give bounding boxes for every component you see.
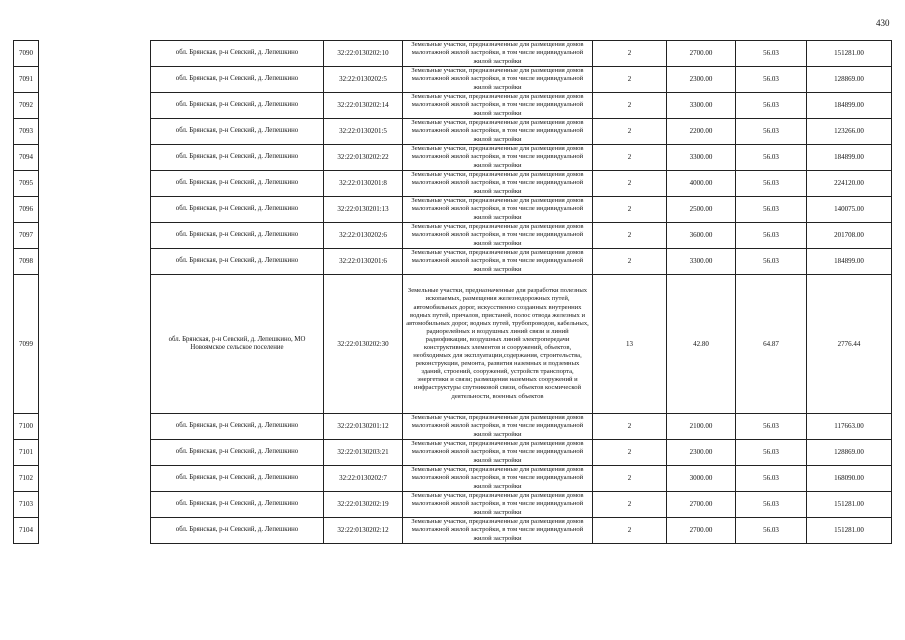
rate-cell: 56.03 bbox=[736, 197, 807, 223]
row-number: 7102 bbox=[14, 466, 39, 492]
group-cell: 2 bbox=[593, 414, 667, 440]
cadastral-number-cell: 32:22:0130201:5 bbox=[324, 119, 403, 145]
cadastral-value-cell: 123266.00 bbox=[807, 119, 892, 145]
table-body bbox=[14, 41, 892, 544]
land-use-cell: Земельные участки, предназначенные для размещения домов малоэтажной жилой застройки, в том числе индивидуальной жилой застройки bbox=[403, 518, 593, 544]
group-cell: 2 bbox=[593, 223, 667, 249]
row-number: 7104 bbox=[14, 518, 39, 544]
area-cell: 3000.00 bbox=[667, 466, 736, 492]
row-number: 7098 bbox=[14, 249, 39, 275]
group-cell: 2 bbox=[593, 145, 667, 171]
land-use-cell: Земельные участки, предназначенные для размещения домов малоэтажной жилой застройки, в том числе индивидуальной жилой застройки bbox=[403, 145, 593, 171]
group-cell: 2 bbox=[593, 249, 667, 275]
cadastral-value-cell: 184899.00 bbox=[807, 145, 892, 171]
table-row bbox=[14, 466, 892, 492]
group-cell: 2 bbox=[593, 466, 667, 492]
rate-cell: 56.03 bbox=[736, 41, 807, 67]
row-number: 7101 bbox=[14, 440, 39, 466]
group-cell: 2 bbox=[593, 518, 667, 544]
cadastral-number-cell: 32:22:0130201:8 bbox=[324, 171, 403, 197]
land-use-cell: Земельные участки, предназначенные для размещения домов малоэтажной жилой застройки, в том числе индивидуальной жилой застройки bbox=[403, 41, 593, 67]
rate-cell: 56.03 bbox=[736, 518, 807, 544]
cadastral-value-cell: 168090.00 bbox=[807, 466, 892, 492]
table-row bbox=[14, 249, 892, 275]
rate-cell: 56.03 bbox=[736, 119, 807, 145]
row-spacer bbox=[39, 41, 151, 67]
cadastral-number-cell: 32:22:0130201:13 bbox=[324, 197, 403, 223]
row-number: 7095 bbox=[14, 171, 39, 197]
row-spacer bbox=[39, 145, 151, 171]
address-cell: обл. Брянская, р-н Севский, д. Лепешкино bbox=[151, 119, 324, 145]
area-cell: 3300.00 bbox=[667, 145, 736, 171]
land-use-cell: Земельные участки, предназначенные для размещения домов малоэтажной жилой застройки, в том числе индивидуальной жилой застройки bbox=[403, 249, 593, 275]
address-cell: обл. Брянская, р-н Севский, д. Лепешкино bbox=[151, 440, 324, 466]
table-row bbox=[14, 492, 892, 518]
group-cell: 2 bbox=[593, 41, 667, 67]
address-cell: обл. Брянская, р-н Севский, д. Лепешкино bbox=[151, 466, 324, 492]
land-use-cell: Земельные участки, предназначенные для размещения домов малоэтажной жилой застройки, в том числе индивидуальной жилой застройки bbox=[403, 93, 593, 119]
cadastral-value-cell: 117663.00 bbox=[807, 414, 892, 440]
table-row bbox=[14, 414, 892, 440]
area-cell: 42.80 bbox=[667, 275, 736, 414]
address-cell: обл. Брянская, р-н Севский, д. Лепешкино bbox=[151, 492, 324, 518]
group-cell: 2 bbox=[593, 440, 667, 466]
row-number: 7094 bbox=[14, 145, 39, 171]
row-spacer bbox=[39, 249, 151, 275]
cadastral-value-cell: 184899.00 bbox=[807, 249, 892, 275]
table-row bbox=[14, 171, 892, 197]
table-row bbox=[14, 67, 892, 93]
area-cell: 2700.00 bbox=[667, 492, 736, 518]
cadastral-value-cell: 184899.00 bbox=[807, 93, 892, 119]
group-cell: 2 bbox=[593, 119, 667, 145]
row-spacer bbox=[39, 492, 151, 518]
cadastral-number-cell: 32:22:0130203:21 bbox=[324, 440, 403, 466]
row-spacer bbox=[39, 197, 151, 223]
row-number: 7096 bbox=[14, 197, 39, 223]
rate-cell: 56.03 bbox=[736, 171, 807, 197]
table-row bbox=[14, 93, 892, 119]
address-cell: обл. Брянская, р-н Севский, д. Лепешкино bbox=[151, 171, 324, 197]
table-row bbox=[14, 41, 892, 67]
row-number: 7092 bbox=[14, 93, 39, 119]
table-row bbox=[14, 518, 892, 544]
cadastral-number-cell: 32:22:0130202:30 bbox=[324, 275, 403, 414]
row-number: 7090 bbox=[14, 41, 39, 67]
row-spacer bbox=[39, 93, 151, 119]
row-spacer bbox=[39, 466, 151, 492]
address-cell: обл. Брянская, р-н Севский, д. Лепешкино bbox=[151, 249, 324, 275]
cadastral-number-cell: 32:22:0130202:22 bbox=[324, 145, 403, 171]
area-cell: 2300.00 bbox=[667, 67, 736, 93]
group-cell: 2 bbox=[593, 492, 667, 518]
row-spacer bbox=[39, 171, 151, 197]
cadastral-value-cell: 151281.00 bbox=[807, 41, 892, 67]
area-cell: 2100.00 bbox=[667, 414, 736, 440]
rate-cell: 64.87 bbox=[736, 275, 807, 414]
rate-cell: 56.03 bbox=[736, 93, 807, 119]
area-cell: 2300.00 bbox=[667, 440, 736, 466]
row-spacer bbox=[39, 67, 151, 93]
rate-cell: 56.03 bbox=[736, 249, 807, 275]
table-row bbox=[14, 440, 892, 466]
land-use-cell: Земельные участки, предназначенные для размещения домов малоэтажной жилой застройки, в том числе индивидуальной жилой застройки bbox=[403, 67, 593, 93]
address-cell: обл. Брянская, р-н Севский, д. Лепешкино bbox=[151, 93, 324, 119]
group-cell: 2 bbox=[593, 67, 667, 93]
group-cell: 13 bbox=[593, 275, 667, 414]
land-use-cell: Земельные участки, предназначенные для размещения домов малоэтажной жилой застройки, в том числе индивидуальной жилой застройки bbox=[403, 223, 593, 249]
cadastral-number-cell: 32:22:0130201:12 bbox=[324, 414, 403, 440]
address-cell: обл. Брянская, р-н Севский, д. Лепешкино bbox=[151, 67, 324, 93]
cadastral-value-cell: 151281.00 bbox=[807, 518, 892, 544]
cadastral-value-cell: 151281.00 bbox=[807, 492, 892, 518]
row-spacer bbox=[39, 275, 151, 414]
land-use-cell: Земельные участки, предназначенные для размещения домов малоэтажной жилой застройки, в том числе индивидуальной жилой застройки bbox=[403, 466, 593, 492]
row-spacer bbox=[39, 440, 151, 466]
rate-cell: 56.03 bbox=[736, 492, 807, 518]
cadastral-value-cell: 2776.44 bbox=[807, 275, 892, 414]
rate-cell: 56.03 bbox=[736, 145, 807, 171]
row-number: 7100 bbox=[14, 414, 39, 440]
group-cell: 2 bbox=[593, 93, 667, 119]
row-number: 7099 bbox=[14, 275, 39, 414]
land-use-cell: Земельные участки, предназначенные для размещения домов малоэтажной жилой застройки, в том числе индивидуальной жилой застройки bbox=[403, 492, 593, 518]
table-row bbox=[14, 145, 892, 171]
row-number: 7091 bbox=[14, 67, 39, 93]
land-use-cell: Земельные участки, предназначенные для размещения домов малоэтажной жилой застройки, в том числе индивидуальной жилой застройки bbox=[403, 119, 593, 145]
land-use-cell: Земельные участки, предназначенные для размещения домов малоэтажной жилой застройки, в том числе индивидуальной жилой застройки bbox=[403, 440, 593, 466]
rate-cell: 56.03 bbox=[736, 223, 807, 249]
cadastral-value-cell: 140075.00 bbox=[807, 197, 892, 223]
area-cell: 2700.00 bbox=[667, 518, 736, 544]
area-cell: 4000.00 bbox=[667, 171, 736, 197]
table-row bbox=[14, 223, 892, 249]
rate-cell: 56.03 bbox=[736, 414, 807, 440]
area-cell: 2200.00 bbox=[667, 119, 736, 145]
rate-cell: 56.03 bbox=[736, 466, 807, 492]
cadastral-value-cell: 128869.00 bbox=[807, 440, 892, 466]
cadastral-number-cell: 32:22:0130202:10 bbox=[324, 41, 403, 67]
cadastral-number-cell: 32:22:0130202:19 bbox=[324, 492, 403, 518]
cadastral-value-cell: 128869.00 bbox=[807, 67, 892, 93]
address-cell: обл. Брянская, р-н Севский, д. Лепешкино bbox=[151, 41, 324, 67]
rate-cell: 56.03 bbox=[736, 67, 807, 93]
area-cell: 2700.00 bbox=[667, 41, 736, 67]
cadastral-number-cell: 32:22:0130202:6 bbox=[324, 223, 403, 249]
row-spacer bbox=[39, 119, 151, 145]
address-cell: обл. Брянская, р-н Севский, д. Лепешкино bbox=[151, 145, 324, 171]
land-use-cell: Земельные участки, предназначенные для размещения домов малоэтажной жилой застройки, в том числе индивидуальной жилой застройки bbox=[403, 197, 593, 223]
address-cell: обл. Брянская, р-н Севский, д. Лепешкино bbox=[151, 518, 324, 544]
group-cell: 2 bbox=[593, 197, 667, 223]
address-cell: обл. Брянская, р-н Севский, д. Лепешкино, МО Новоямское сельское поселение bbox=[151, 275, 324, 414]
area-cell: 2500.00 bbox=[667, 197, 736, 223]
area-cell: 3300.00 bbox=[667, 93, 736, 119]
address-cell: обл. Брянская, р-н Севский, д. Лепешкино bbox=[151, 197, 324, 223]
rate-cell: 56.03 bbox=[736, 440, 807, 466]
land-use-cell: Земельные участки, предназначенные для разработки полезных ископаемых, размещения железнодорожных путей, автомобильных дорог, искусственно созданных внутренних водных путей, причалов, пристаней, полос отвода железных и автомобильных дорог, водных путей, трубопроводов, кабельных, радиорелейных и воздушных линий связи и линий радиофикации, воздушных линий электропередачи конструктивных элементов и сооружений, объектов, необходимых для эксплуатации,содержания, строительства, реконструкции, ремонта, развития наземных и подземных зданий, строений, сооружений, устройств транспорта, энергетики и связи; размещения наземных сооружений и инфраструктуры спутниковой связи, объектов космической деятельности, военных объектов bbox=[403, 275, 593, 414]
table-row bbox=[14, 119, 892, 145]
group-cell: 2 bbox=[593, 171, 667, 197]
land-use-cell: Земельные участки, предназначенные для размещения домов малоэтажной жилой застройки, в том числе индивидуальной жилой застройки bbox=[403, 171, 593, 197]
table-row bbox=[14, 197, 892, 223]
cadastral-number-cell: 32:22:0130202:12 bbox=[324, 518, 403, 544]
row-number: 7097 bbox=[14, 223, 39, 249]
cadastral-number-cell: 32:22:0130202:5 bbox=[324, 67, 403, 93]
row-number: 7103 bbox=[14, 492, 39, 518]
row-spacer bbox=[39, 518, 151, 544]
cadastral-number-cell: 32:22:0130202:14 bbox=[324, 93, 403, 119]
row-spacer bbox=[39, 223, 151, 249]
cadastral-value-table bbox=[13, 40, 892, 544]
land-use-cell: Земельные участки, предназначенные для размещения домов малоэтажной жилой застройки, в том числе индивидуальной жилой застройки bbox=[403, 414, 593, 440]
cadastral-value-cell: 201708.00 bbox=[807, 223, 892, 249]
cadastral-number-cell: 32:22:0130201:6 bbox=[324, 249, 403, 275]
address-cell: обл. Брянская, р-н Севский, д. Лепешкино bbox=[151, 223, 324, 249]
table-row bbox=[14, 275, 892, 414]
address-cell: обл. Брянская, р-н Севский, д. Лепешкино bbox=[151, 414, 324, 440]
area-cell: 3600.00 bbox=[667, 223, 736, 249]
cadastral-number-cell: 32:22:0130202:7 bbox=[324, 466, 403, 492]
cadastral-value-cell: 224120.00 bbox=[807, 171, 892, 197]
area-cell: 3300.00 bbox=[667, 249, 736, 275]
row-spacer bbox=[39, 414, 151, 440]
row-number: 7093 bbox=[14, 119, 39, 145]
page-number: 430 bbox=[876, 18, 890, 28]
